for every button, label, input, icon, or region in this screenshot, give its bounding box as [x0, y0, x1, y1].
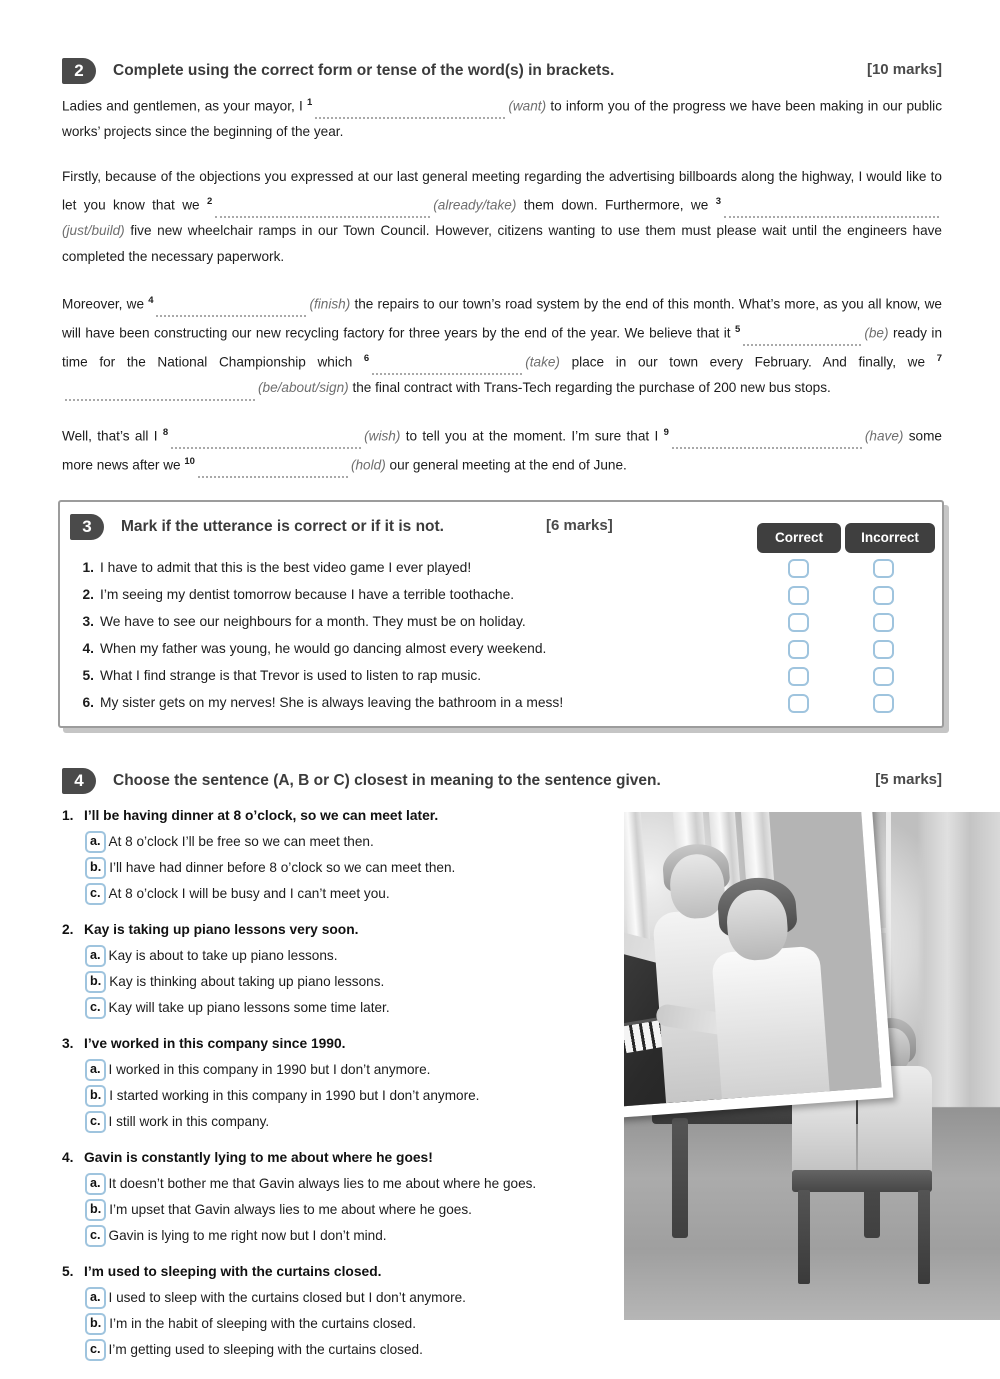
boy-body	[711, 946, 830, 1104]
option-letter[interactable]: c.	[85, 997, 106, 1019]
option-letter[interactable]: c.	[85, 1339, 106, 1361]
answer-option[interactable]	[85, 1287, 582, 1309]
item-number: 1.	[82, 560, 94, 575]
option-text: I’m getting used to sleeping with the curtains closed.	[108, 1342, 423, 1357]
exercise-3-list	[72, 554, 934, 716]
gap-number: 2	[206, 196, 213, 208]
exercise-2-marks: [10 marks]	[866, 61, 942, 78]
option-text: Gavin is lying to me right now but I don’t mind.	[108, 1228, 387, 1243]
exercise-3-marks: [6 marks]	[546, 517, 613, 534]
gap-fill-paragraph: Firstly, because of the objections you expressed at our last general meeting regarding the advertising billboards along the highway, I would like to let you know that we $^2$ (already/take) them down. Furthermore, we $^3$(just/build) five new wheelchair ramps in our Town Council. However, citizens wanting to use them must please wait until the engineers have completed the necessary paperwork.	[62, 168, 942, 264]
answer-option[interactable]	[85, 1085, 582, 1107]
exercise-3-badge: 3	[70, 514, 104, 540]
gap-number: 3	[715, 196, 721, 208]
answer-option[interactable]	[85, 831, 582, 853]
piano-lesson-photo	[624, 812, 1000, 1320]
question-stem	[62, 1261, 582, 1283]
question-stem	[62, 919, 582, 941]
question-text: I’ve worked in this company since 1990.	[84, 1036, 346, 1051]
incorrect-checkbox[interactable]	[873, 586, 894, 605]
exercise-2-title: Complete using the correct form or tense of the word(s) in brackets.	[113, 62, 615, 79]
gap-number: 6	[363, 353, 370, 365]
question-number: 2.	[62, 922, 74, 937]
verb-hint: (wish)	[364, 428, 401, 444]
answer-option[interactable]	[85, 945, 582, 967]
answer-blank[interactable]	[198, 465, 348, 478]
exercise-4-questions	[62, 805, 582, 1375]
gap-number: 8	[162, 426, 169, 438]
option-letter[interactable]: b.	[85, 1085, 106, 1107]
question-text: Gavin is constantly lying to me about where he goes!	[84, 1150, 433, 1165]
option-letter[interactable]: b.	[85, 1313, 106, 1335]
answer-blank[interactable]	[315, 106, 505, 119]
utterance-text: What I find strange is that Trevor is used to listen to rap music.	[100, 668, 482, 683]
correct-checkbox[interactable]	[788, 559, 809, 578]
correct-checkbox[interactable]	[788, 667, 809, 686]
question-stem	[62, 1147, 582, 1169]
answer-blank[interactable]	[156, 304, 306, 317]
option-text: At 8 o’clock I’ll be free so we can meet then.	[108, 834, 374, 849]
answer-option[interactable]	[85, 1111, 582, 1133]
utterance-text: We have to see our neighbours for a month. They must be on holiday.	[100, 614, 526, 629]
answer-option[interactable]	[85, 857, 582, 879]
item-number: 5.	[82, 668, 94, 683]
verb-hint: (have)	[864, 428, 904, 444]
exercise-4-header	[62, 768, 942, 794]
answer-option[interactable]	[85, 997, 582, 1019]
question-text: Kay is taking up piano lessons very soon.	[84, 922, 359, 937]
answer-option[interactable]	[85, 1173, 582, 1195]
incorrect-checkbox[interactable]	[873, 667, 894, 686]
multiple-choice-question	[62, 919, 582, 1019]
answer-option[interactable]	[85, 1199, 582, 1221]
exercise-2-header	[62, 58, 942, 84]
correct-checkbox[interactable]	[788, 613, 809, 632]
utterance-text: My sister gets on my nerves! She is always leaving the bathroom in a mess!	[100, 695, 564, 710]
option-text: I started working in this company in 1990 but I don’t anymore.	[109, 1088, 480, 1103]
incorrect-column-button[interactable]: Incorrect	[845, 523, 935, 553]
utterance-text: I have to admit that this is the best video game I ever played!	[100, 560, 472, 575]
utterance-text: When my father was young, he would go dancing almost every weekend.	[100, 641, 547, 656]
exercise-4-marks: [5 marks]	[875, 771, 942, 788]
gap-number: 5	[735, 324, 741, 336]
item-number: 2.	[82, 587, 94, 602]
verb-hint: (want)	[508, 98, 547, 114]
utterance-row	[72, 635, 934, 662]
option-letter[interactable]: c.	[85, 883, 106, 905]
option-text: Kay is thinking about taking up piano lessons.	[109, 974, 385, 989]
verb-hint: (hold)	[350, 457, 386, 473]
option-letter[interactable]: b.	[85, 1199, 106, 1221]
piano-leg	[672, 1118, 688, 1238]
gap-number: 4	[148, 295, 154, 307]
gap-number: 10	[184, 455, 195, 467]
question-number: 5.	[62, 1264, 74, 1279]
exercise-3-header	[70, 514, 934, 545]
utterance-row	[72, 608, 934, 635]
correct-checkbox[interactable]	[788, 586, 809, 605]
gap-fill-paragraph: Well, that’s all I $^8$ (wish) to tell you at the moment. I’m sure that I $^9$ (have) some more news after we $^{10}$ (hold) our general meeting at the end of June.	[62, 420, 942, 478]
multiple-choice-question	[62, 805, 582, 905]
option-letter[interactable]: b.	[85, 857, 106, 879]
verb-hint: (be)	[864, 325, 889, 341]
exercise-2-badge: 2	[62, 58, 96, 84]
item-number: 3.	[82, 614, 94, 629]
bench-leg	[918, 1190, 930, 1284]
verb-hint: (finish)	[309, 296, 351, 312]
gap-fill-paragraph: Moreover, we $^4$ (finish) the repairs to our town’s road system by the end of this month. What’s more, as you all know, we will have been constructing our new recycling factory for three years by the end of the year. We believe that it $^5$ (be) ready in time for the National Championship which $^6$ (take) place in our town every February. And finally, we $^7$(be/about/sign) the final contract with Trans-Tech regarding the purchase of 200 new bus stops.	[62, 288, 942, 401]
verb-hint: (take)	[525, 354, 560, 370]
answer-blank[interactable]	[215, 205, 430, 218]
question-text: I’m used to sleeping with the curtains closed.	[84, 1264, 382, 1279]
verb-hint: (just/build)	[62, 223, 125, 239]
option-letter[interactable]: a.	[85, 1173, 106, 1195]
item-number: 6.	[82, 695, 94, 710]
question-text: I’ll be having dinner at 8 o’clock, so we can meet later.	[84, 808, 439, 823]
answer-blank[interactable]	[171, 436, 361, 449]
option-text: I worked in this company in 1990 but I don’t anymore.	[108, 1062, 431, 1077]
utterance-row	[72, 581, 934, 608]
answer-option[interactable]	[85, 883, 582, 905]
correct-checkbox[interactable]	[788, 694, 809, 713]
option-text: At 8 o’clock I will be busy and I can’t meet you.	[108, 886, 390, 901]
question-number: 4.	[62, 1150, 74, 1165]
inset-photo-frame	[624, 812, 893, 1122]
option-letter[interactable]: a.	[85, 1059, 106, 1081]
exercise-2-body	[62, 90, 942, 478]
exercise-3-title: Mark if the utterance is correct or if it is not.	[121, 518, 444, 535]
verb-hint: (be/about/sign)	[258, 380, 349, 396]
gap-number: 7	[936, 353, 942, 365]
answer-option[interactable]	[85, 1059, 582, 1081]
option-letter[interactable]: a.	[85, 945, 106, 967]
option-letter[interactable]: a.	[85, 1287, 106, 1309]
answer-blank[interactable]	[65, 388, 255, 401]
option-text: I used to sleep with the curtains closed but I don’t anymore.	[108, 1290, 466, 1305]
option-letter[interactable]: b.	[85, 971, 106, 993]
question-stem	[62, 1033, 582, 1055]
option-text: I’m in the habit of sleeping with the curtains closed.	[109, 1316, 416, 1331]
incorrect-checkbox[interactable]	[873, 694, 894, 713]
question-number: 1.	[62, 808, 74, 823]
gap-number: 9	[663, 426, 669, 438]
incorrect-checkbox[interactable]	[873, 640, 894, 659]
answer-blank[interactable]	[743, 333, 861, 346]
gap-fill-paragraph: Ladies and gentlemen, as your mayor, I $^1$ (want) to inform you of the progress we have been making in our public works’ projects since the beginning of the year.	[62, 97, 942, 140]
utterance-row	[72, 689, 934, 716]
option-text: I’m upset that Gavin always lies to me about where he goes.	[109, 1202, 472, 1217]
option-letter[interactable]: a.	[85, 831, 106, 853]
utterance-row	[72, 554, 934, 581]
option-letter[interactable]: c.	[85, 1111, 106, 1133]
utterance-row	[72, 662, 934, 689]
exercise-4-badge: 4	[62, 768, 96, 794]
incorrect-checkbox[interactable]	[873, 613, 894, 632]
verb-hint: (already/take)	[433, 197, 517, 213]
multiple-choice-question	[62, 1261, 582, 1361]
option-text: It doesn’t bother me that Gavin always lies to me about where he goes.	[108, 1176, 537, 1191]
multiple-choice-question	[62, 1147, 582, 1247]
answer-option[interactable]	[85, 971, 582, 993]
exercise-4-title: Choose the sentence (A, B or C) closest in meaning to the sentence given.	[113, 772, 661, 789]
answer-option[interactable]	[85, 1313, 582, 1335]
multiple-choice-question	[62, 1033, 582, 1133]
option-text: Kay will take up piano lessons some time later.	[108, 1000, 390, 1015]
correct-checkbox[interactable]	[788, 640, 809, 659]
answer-blank[interactable]	[372, 362, 522, 375]
answer-blank[interactable]	[672, 436, 862, 449]
answer-option[interactable]	[85, 1225, 582, 1247]
piano-bench	[792, 1170, 932, 1192]
incorrect-checkbox[interactable]	[873, 559, 894, 578]
exercise-3-panel	[58, 500, 944, 728]
question-number: 3.	[62, 1036, 74, 1051]
option-text: I’ll have had dinner before 8 o’clock so we can meet then.	[109, 860, 456, 875]
answer-option[interactable]	[85, 1339, 582, 1361]
bench-leg	[798, 1190, 810, 1284]
option-letter[interactable]: c.	[85, 1225, 106, 1247]
correct-column-button[interactable]: Correct	[757, 523, 841, 553]
inset-photo-image	[624, 812, 881, 1110]
option-text: Kay is about to take up piano lessons.	[108, 948, 338, 963]
item-number: 4.	[82, 641, 94, 656]
option-text: I still work in this company.	[108, 1114, 270, 1129]
gap-number: 1	[307, 97, 313, 108]
question-stem	[62, 805, 582, 827]
utterance-text: I’m seeing my dentist tomorrow because I have a terrible toothache.	[100, 587, 515, 602]
answer-blank[interactable]	[724, 205, 939, 218]
